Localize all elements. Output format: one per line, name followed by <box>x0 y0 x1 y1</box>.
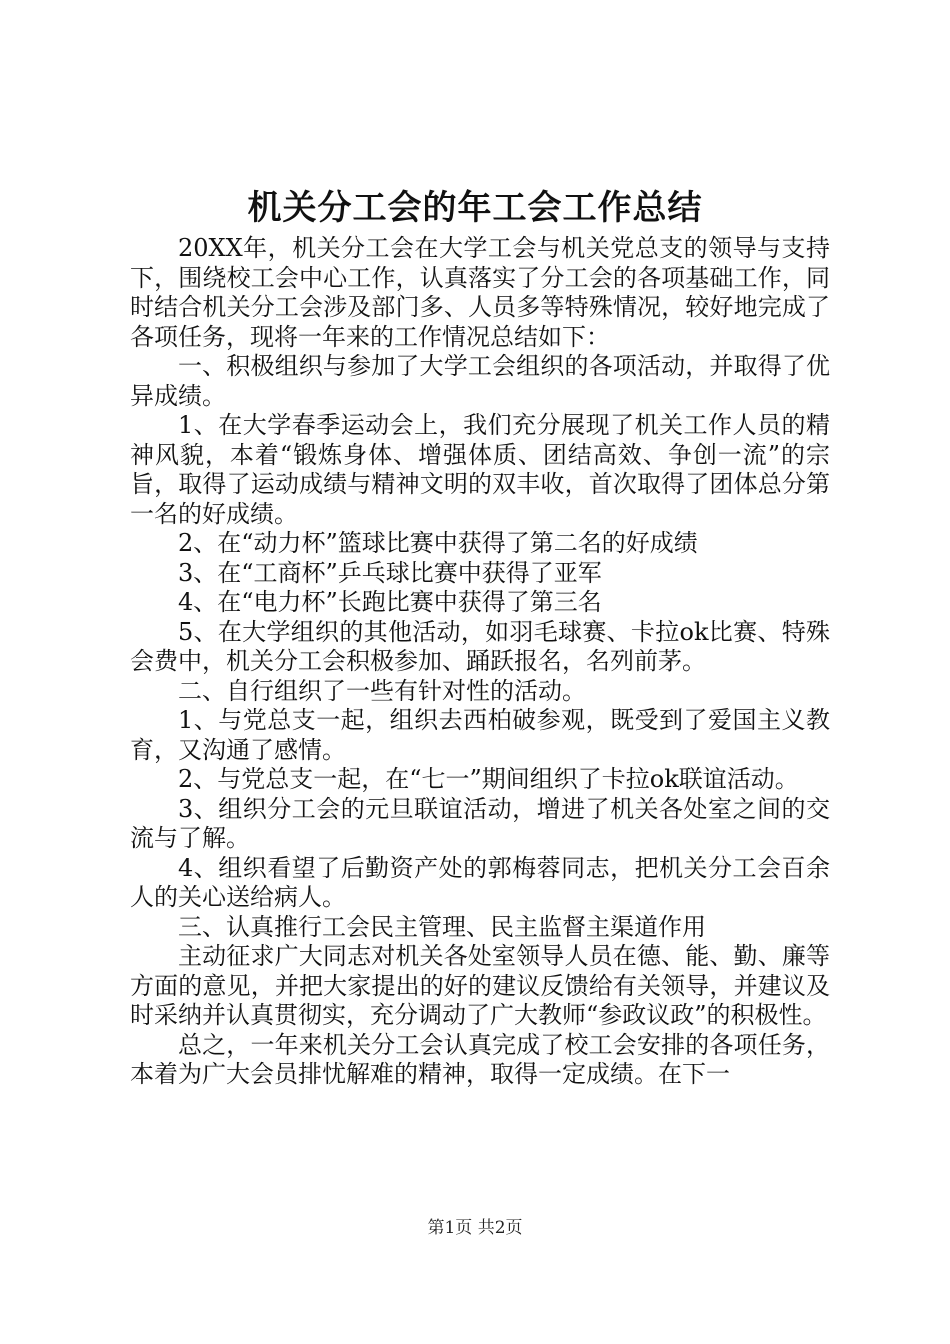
list-item: 2、与党总支一起，在“七一”期间组织了卡拉ok联谊活动。 <box>178 765 799 793</box>
paragraph: 主动征求广大同志对机关各处室领导人员在德、能、勤、廉等方面的意见，并把大家提出的好的建议反馈给有关领导，并建议及时采纳并认真贯彻实，充分调动了广大教师“参政议政”的积极性。 <box>130 942 830 1029</box>
page-number: 第1页 共2页 <box>427 1218 523 1238</box>
list-item: 1、在大学春季运动会上，我们充分展现了机关工作人员的精神风貌，本着“锻炼身体、增强体质、团结高效、争创一流”的宗旨，取得了运动成绩与精神文明的双丰收，首次取得了团体总分第一名的好成绩。 <box>130 411 830 528</box>
list-item: 3、在“工商杯”乒乓球比赛中获得了亚军 <box>178 558 602 587</box>
list-item: 5、在大学组织的其他活动，如羽毛球赛、卡拉ok比赛、特殊会费中，机关分工会积极参加、踊跃报名，名列前茅。 <box>130 617 830 675</box>
list-item: 4、组织看望了后勤资产处的郭梅蓉同志，把机关分工会百余人的关心送给病人。 <box>130 853 830 911</box>
list-item: 4、在“电力杯”长跑比赛中获得了第三名 <box>178 588 602 616</box>
section-heading-3: 三、认真推行工会民主管理、民主监督主渠道作用 <box>178 912 706 941</box>
list-item: 1、与党总支一起，组织去西柏破参观，既受到了爱国主义教育，又沟通了感情。 <box>130 706 830 764</box>
paragraph-conclusion: 总之，一年来机关分工会认真完成了校工会安排的各项任务，本着为广大会员排忧解难的精神，取得一定成绩。在下一 <box>130 1030 830 1088</box>
section-heading-2: 二、自行组织了一些有针对性的活动。 <box>178 676 586 705</box>
document-body <box>130 234 830 1090</box>
list-item: 3、组织分工会的元旦联谊活动，增进了机关各处室之间的交流与了解。 <box>130 794 830 852</box>
list-item: 2、在“动力杯”篮球比赛中获得了第二名的好成绩 <box>178 529 698 557</box>
document-title: 机关分工会的年工会工作总结 <box>247 188 703 228</box>
section-heading-1: 一、积极组织与参加了大学工会组织的各项活动，并取得了优异成绩。 <box>130 352 830 410</box>
paragraph-intro: 20XX年，机关分工会在大学工会与机关党总支的领导与支持下，围绕校工会中心工作，认真落实了分工会的各项基础工作，同时结合机关分工会涉及部门多、人员多等特殊情况，较好地完成了各项任务，现将一年来的工作情况总结如下： <box>130 234 830 351</box>
